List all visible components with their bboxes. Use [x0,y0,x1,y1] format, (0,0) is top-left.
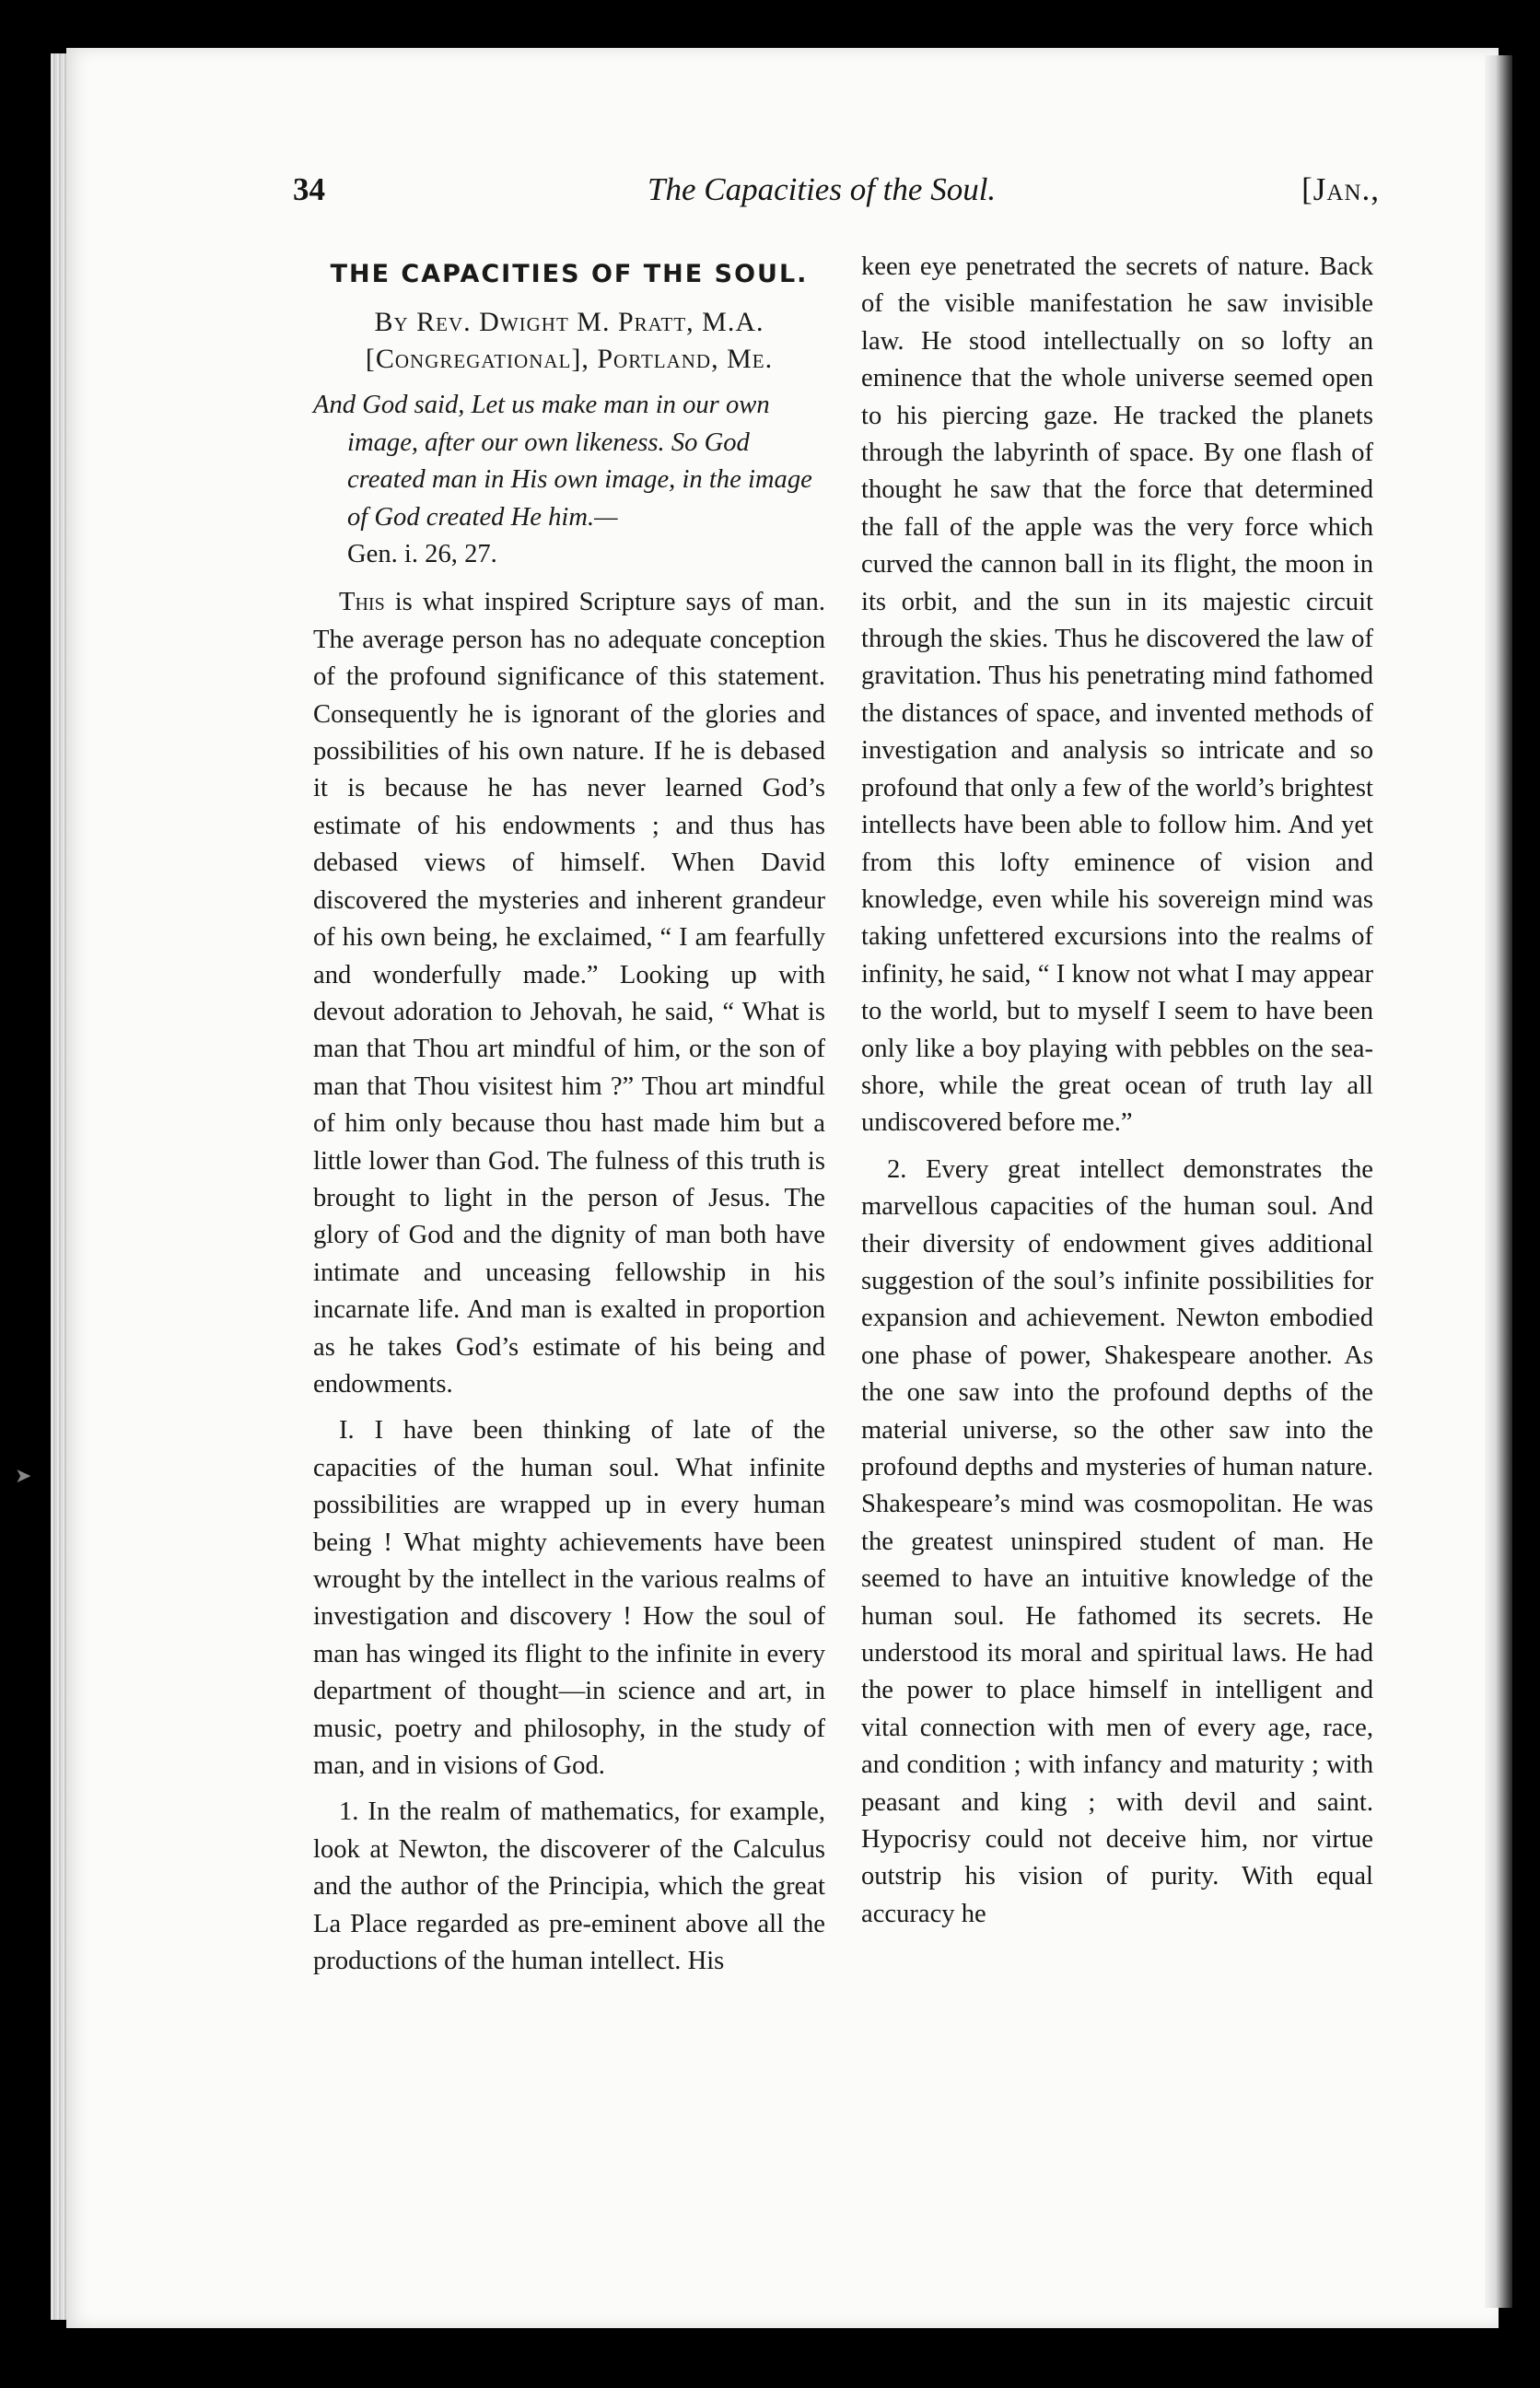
paragraph-mathematics: 1. In the realm of mathematics, for example, look at Newton, the discoverer of the Calculus and the author of the Principia, which the great La Place regarded as pre-eminent above all the productions of the human intellect. His [313,1797,825,1976]
binding-shadow [1485,55,1512,2308]
paragraph-great-intellect: 2. Every great intellect demonstrates the marvellous capacities of the human soul. And their diversity of endowment gives additional suggestion of the soul’s infinite possibilities for expansion and achievement. Newton embodied one phase of power, Shakespeare another. As the one saw into the profound depths of the material universe, so the other saw into the profound depths and mysteries of human nature. Shakespeare’s mind was cosmopolitan. He was the greatest uninspired student of man. He seemed to have an intuitive knowledge of the human soul. He fathomed its secrets. He understood its moral and spiritual laws. He had the power to place himself in intelligent and vital connection with men of every age, race, and condition ; with infancy and maturity ; with peasant and king ; with devil and saint. Hypocrisy could not deceive him, nor virtue outstrip his vision of purity. With equal accuracy he [861,1154,1373,1928]
epigraph-text: And God said, Let us make man in our own image, after our own likeness. So God created man in His own image, in the image of God created He him.— [313,391,812,532]
paragraph-section-one: I. I have been thinking of late of the capacities of the human soul. What infinite possibilities are wrapped up in every human being ! What mighty achievements have been wrought by the intellect in the various realms of investigation and discovery ! How the soul of man has winged its flight to the infinite in every department of thought—in science and art, in music, poetry and philosophy, in the study of man, and in visions of God. [313,1416,825,1781]
paragraph-intro [313,584,825,1403]
running-title: The Capacities of the Soul. [648,171,997,207]
epigraph-reference: Gen. i. 26, 27. [347,540,497,569]
article-byline: By Rev. Dwight M. Pratt, M.A. [374,307,764,338]
right-column [861,249,1373,1942]
paragraph-intro-text: is what inspired Scripture says of man. The average person has no adequate conception of the profound significance of this statement. Consequently he is ignorant of the glories and possibilities of his own nature. If he is debased it is because he has never learned God’s estimate of his endowments ; and thus has debased views of himself. When David discovered the mysteries and inherent grandeur of his own being, he exclaimed, “ I am fearfully and wonderfully made.” Looking up with devout adoration to Jehovah, he said, “ What is man that Thou art mindful of him, or the son of man that Thou visitest him ?” Thou art mindful of him only because thou hast made him but a little lower than God. The fulness of this truth is brought to light in the person of Jesus. The glory of God and the dignity of man both have intimate and unceasing fellowship in his incarnate life. And man is exalted in proportion as he takes God’s estimate of his being and endowments. [313,588,825,1399]
article-affiliation: [Congregational], Portland, Me. [365,344,774,375]
running-month: [Jan., [1301,171,1380,207]
margin-arrow-mark: ➤ [15,1465,32,1488]
paragraph-mathematics-continued: keen eye penetrated the secrets of nature. Back of the visible manifestation he saw invisible law. He stood intellectually on so lofty an eminence that the whole universe seemed open to his piercing gaze. He tracked the planets through the labyrinth of space. By one flash of thought he saw that the force that determined the fall of the apple was the very force which curved the cannon ball in its flight, the moon in its orbit, and the sun in its majestic circuit through the skies. Thus he discovered the law of gravitation. Thus his penetrating mind fathomed the distances of space, and invented methods of investigation and analysis so intricate and so profound that only a few of the world’s brightest intellects have been able to follow him. And yet from this lofty eminence of vision and knowledge, even while his sovereign mind was taking unfettered excursions into the realms of infinity, he said, “ I know not what I may appear to the world, but to myself I seem to have been only like a boy playing with pebbles on the sea-shore, while the great ocean of truth lay all undiscovered before me.” [861,252,1373,1138]
left-column [313,256,825,1989]
epigraph [313,387,825,573]
article-title: THE CAPACITIES OF THE SOUL. [330,260,809,288]
page-number: 34 [293,171,325,207]
running-header [293,171,1380,227]
paragraph-lead-word: This [339,588,385,617]
